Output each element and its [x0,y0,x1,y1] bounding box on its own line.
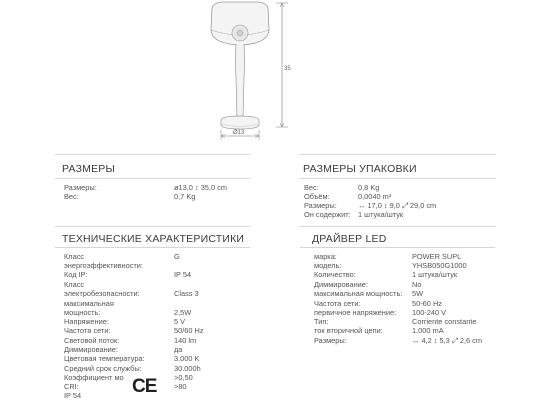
driver-label: Размеры: [314,336,347,345]
tech-label: Световой поток: [64,336,120,345]
tech-title: ТЕХНИЧЕСКИЕ ХАРАКТЕРИСТИКИ [62,233,245,245]
driver-value: Corriente constante [412,317,477,326]
packaging-label: Размеры: [304,201,337,210]
tech-label: Коэффициент мо [64,373,124,382]
tech-label: CRI: [64,382,79,391]
lamp-stem [236,44,245,118]
packaging-label: Он содержит: [304,210,351,219]
driver-label: ток вторичной цепи: [314,326,383,335]
divider-tech-top [55,226,250,227]
tech-value: Class 3 [174,289,199,298]
tech-label: максимальная [64,299,114,308]
tech-label: Диммирование: [64,345,118,354]
divider-driver-top [300,226,495,227]
divider-dimensions-top [55,154,250,155]
tech-label: Частота сети: [64,326,111,335]
lamp-diagram [0,0,550,148]
packaging-value: 0,0040 m³ [358,192,392,201]
tech-value: 30.000h [174,364,201,373]
packaging-label: Вес: [304,183,319,192]
driver-value: 1 штука/штук [412,270,458,279]
driver-value: 50-60 Hz [412,299,442,308]
dimensions-row [64,183,254,192]
driver-value: POWER SUPL [412,252,462,261]
packaging-label: Объём: [304,192,330,201]
tech-label: Средний срок службы: [64,364,142,373]
tech-value: да [174,345,183,354]
driver-value: 5W [412,289,424,298]
divider-packaging-top [300,154,495,155]
tech-value: G [174,252,180,261]
tech-label: IP 54 [64,391,82,400]
driver-label: Частота сети: [314,299,361,308]
packaging-value: 1 штука/штук [358,210,404,219]
driver-value: ↔ 4,2 ↕ 5,3 ⤢ 2,6 cm [412,336,482,345]
divider-driver-bottom [300,247,495,248]
tech-label: Напряжение: [64,317,109,326]
tech-label: Цветовая температура: [64,354,145,363]
dimensions-value: 0,7 Kg [174,192,196,201]
divider-tech-bottom [55,247,250,248]
tech-value: IP 54 [174,270,192,279]
driver-label: модель: [314,261,342,270]
tech-value: 140 lm [174,336,197,345]
driver-label: Диммирование: [314,280,368,289]
tech-list [64,252,254,412]
driver-value: No [412,280,422,289]
packaging-title: РАЗМЕРЫ УПАКОВКИ [303,163,417,175]
packaging-value: ↔ 17,0 ↕ 9,0 ⤢ 29,0 cm [358,201,437,210]
driver-title: ДРАЙВЕР LED [312,233,387,245]
height-label: 35 [284,66,291,72]
tech-label: Код IP: [64,270,88,279]
ce-mark-icon: CE [132,376,157,397]
divider-packaging-bottom [300,178,495,179]
driver-label: Тип: [314,317,329,326]
divider-dimensions-bottom [55,178,250,179]
tech-label: энергоэффективности: [64,261,143,270]
tech-value: >80 [174,382,187,391]
tech-value: 2,5W [174,308,192,317]
driver-list [314,252,514,362]
tech-value: 3.000 K [174,354,200,363]
tech-value: 50/60 Hz [174,326,204,335]
packaging-value: 0,8 Kg [358,183,380,192]
driver-value: 1.000 mA [412,326,444,335]
driver-label: первичное напряжение: [314,308,397,317]
driver-label: марка: [314,252,337,261]
driver-label: максимальная мощность: [314,289,403,298]
dimensions-label: Вес: [64,192,79,201]
dimensions-title: РАЗМЕРЫ [62,163,115,175]
tech-label: электробезопасности: [64,289,140,298]
driver-label: Количество: [314,270,356,279]
tech-label: мощность: [64,308,101,317]
lamp-base [221,116,259,129]
tech-label: Класс [64,280,85,289]
tech-value: >0,50 [174,373,193,382]
tech-value: 5 V [174,317,186,326]
dimensions-row [64,192,254,201]
tech-label: Класс [64,252,85,261]
driver-value: 100-240 V [412,308,447,317]
dimensions-label: Размеры: [64,183,97,192]
driver-value: YHSB050G1000 [412,261,467,270]
diameter-label: Ø13 [233,130,245,136]
dimensions-value: ø13,0 ↕ 35,0 cm [174,183,227,192]
